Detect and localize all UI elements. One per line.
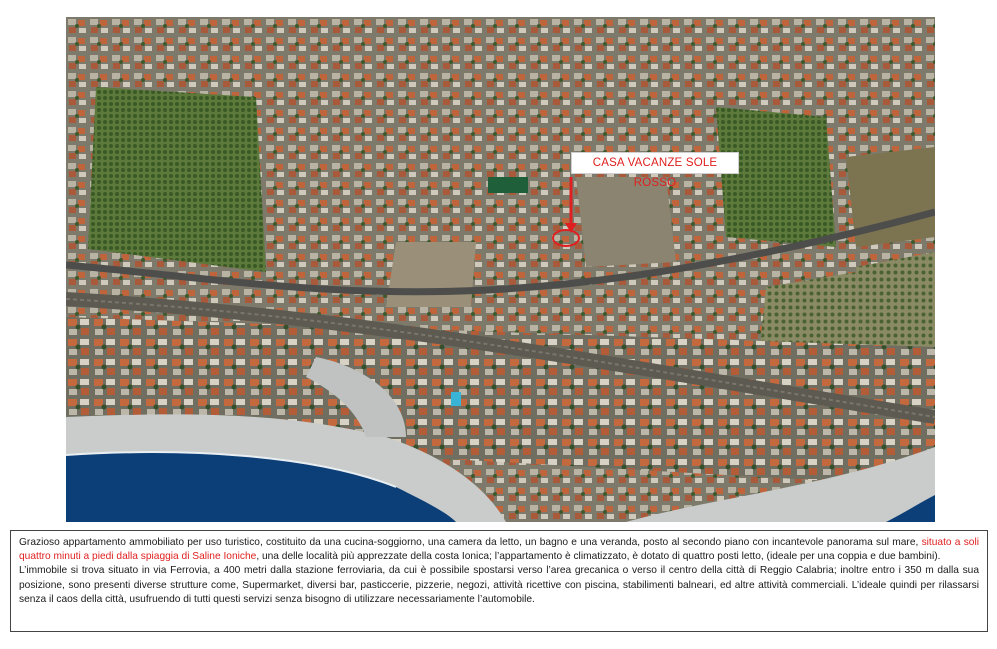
location-label: CASA VACANZE SOLE ROSSO bbox=[571, 152, 739, 174]
description-text: , una delle località più apprezzate della costa Ionica; l’appartamento è climatizzato, è dotato di quattro posti letto, (ideale per una coppia e due bambini). bbox=[256, 551, 941, 563]
description-paragraph-1 bbox=[19, 536, 979, 564]
description-box bbox=[10, 530, 988, 632]
highlighted-text: situato a soli quattro minuti a piedi dalla spiaggia di Saline Ioniche bbox=[19, 537, 979, 563]
description-text: Grazioso appartamento ammobiliato per uso turistico, costituito da una cucina-soggiorno, una camera da letto, un bagno e una veranda, posto al secondo piano con incantevole panorama sul mare, bbox=[19, 537, 922, 548]
satellite-map-image bbox=[66, 17, 935, 522]
satellite-map bbox=[66, 17, 935, 522]
description-paragraph-2: L’immobile si trova situato in via Ferrovia, a 400 metri dalla stazione ferroviaria, da cui è possibile spostarsi verso l’area grecanica o verso il centro della città di Reggio Calabria; inoltre entro i 350 m dalla sua posizione, sono presenti diverse strutture come, Supermarket, diversi bar, pasticcerie, pizzerie, negozi, attività ricettive con piscina, stabilimenti balneari, ed altre attività commerciali. L’ideale quindi per rilassarsi senza il caos della città, usufruendo di tutti questi servizi senza bisogno di utilizzare necessariamente l’automobile. bbox=[19, 565, 979, 605]
